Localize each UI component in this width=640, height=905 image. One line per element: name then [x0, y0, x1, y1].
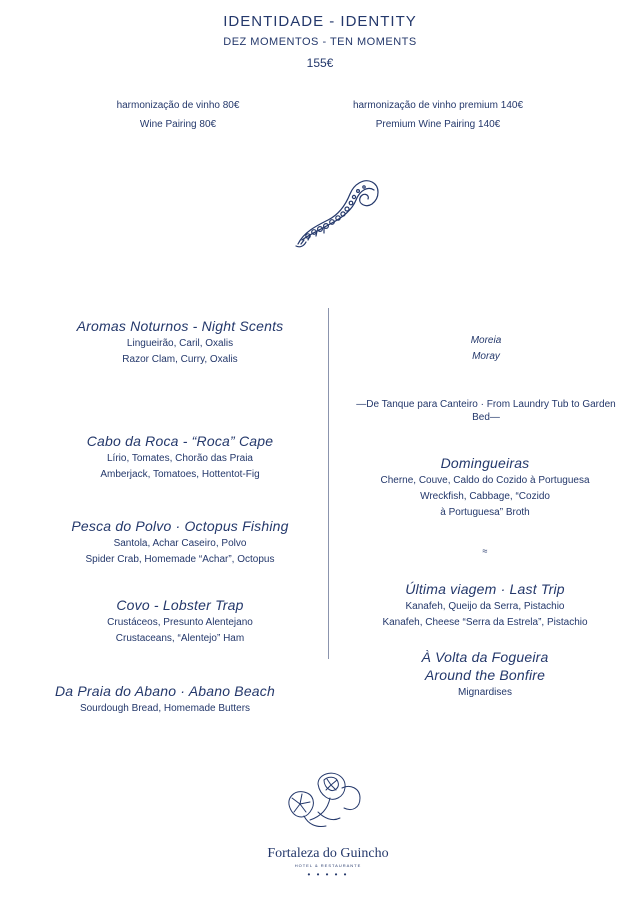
- course-description-en: Amberjack, Tomatoes, Hottentot-Fig: [100, 469, 260, 480]
- menu-price: 155€: [306, 56, 334, 70]
- course-description-pt: Cherne, Couve, Caldo do Cozido à Portuguesa: [380, 475, 590, 486]
- wine-pairing-premium-en: Premium Wine Pairing 140€: [375, 119, 501, 130]
- course-description-pt: Lingueirão, Caril, Oxalis: [126, 338, 234, 349]
- course-description-en: Razor Clam, Curry, Oxalis: [122, 354, 238, 365]
- course-separator: ≈: [482, 546, 488, 556]
- wine-pairing-premium-pt: harmonização de vinho premium 140€: [352, 100, 524, 111]
- course-description: Mignardises: [458, 687, 512, 698]
- course-ultima-viagem: [350, 581, 620, 631]
- course-description: Sourdough Bread, Homemade Butters: [79, 703, 251, 714]
- course-name: Da Praia do Abano · Abano Beach: [55, 683, 275, 699]
- course-moreia: [416, 333, 556, 365]
- course-description-en: Kanafeh, Cheese “Serra da Estrela”, Pistachio: [382, 617, 588, 628]
- brand-logo-text: Fortaleza do Guincho: [267, 846, 389, 861]
- flower-icon: [282, 768, 366, 830]
- course-name-en: Moray: [472, 351, 500, 362]
- course-a-volta-da-fogueira: [350, 649, 620, 701]
- brand-stars: • • • • •: [307, 870, 349, 879]
- wine-pairing-premium: [320, 96, 556, 134]
- course-description-pt: Kanafeh, Queijo da Serra, Pistachio: [405, 601, 565, 612]
- course-aromas-noturnos: [40, 318, 320, 368]
- course-cabo-da-roca: [40, 433, 320, 483]
- wine-pairing-en: Wine Pairing 80€: [139, 119, 217, 130]
- course-name: Domingueiras: [440, 455, 530, 471]
- course-name: Aromas Noturnos - Night Scents: [76, 318, 284, 334]
- course-name-pt: À Volta da Fogueira: [421, 649, 549, 665]
- course-name: —De Tanque para Canteiro · From Laundry Tub to Garden Bed—: [356, 399, 616, 423]
- course-name: Última viagem · Last Trip: [405, 581, 565, 597]
- course-description-en-2: à Portuguesa” Broth: [440, 507, 530, 518]
- brand-subtitle: HOTEL & RESTAURANTE: [294, 863, 362, 868]
- course-name: Pesca do Polvo · Octopus Fishing: [71, 518, 289, 534]
- course-description-pt: Crustáceos, Presunto Alentejano: [107, 617, 253, 628]
- octopus-icon: [290, 174, 384, 250]
- course-name: Cabo da Roca - “Roca” Cape: [86, 433, 274, 449]
- course-da-praia-do-abano: [20, 683, 310, 717]
- menu-subtitle: DEZ MOMENTOS - TEN MOMENTS: [223, 36, 417, 48]
- course-name-en: Around the Bonfire: [424, 667, 546, 683]
- course-description-en: Spider Crab, Homemade “Achar”, Octopus: [85, 554, 275, 565]
- course-description-pt: Santola, Achar Caseiro, Polvo: [113, 538, 247, 549]
- wine-pairing-standard: [60, 96, 296, 134]
- course-pesca-do-polvo: [40, 518, 320, 568]
- column-divider: [328, 308, 329, 659]
- course-tanque-para-canteiro: [348, 398, 624, 424]
- course-covo: [40, 597, 320, 647]
- course-name: Covo - Lobster Trap: [116, 597, 244, 613]
- course-description-pt: Lírio, Tomates, Chorão das Praia: [106, 453, 253, 464]
- course-domingueiras: [350, 455, 620, 521]
- course-description-en-1: Wreckfish, Cabbage, “Cozido: [420, 491, 550, 502]
- wine-pairing-pt: harmonização de vinho 80€: [116, 100, 240, 111]
- menu-title: IDENTIDADE - IDENTITY: [223, 13, 417, 30]
- course-name-pt: Moreia: [470, 335, 502, 346]
- course-description-en: Crustaceans, “Alentejo” Ham: [115, 633, 245, 644]
